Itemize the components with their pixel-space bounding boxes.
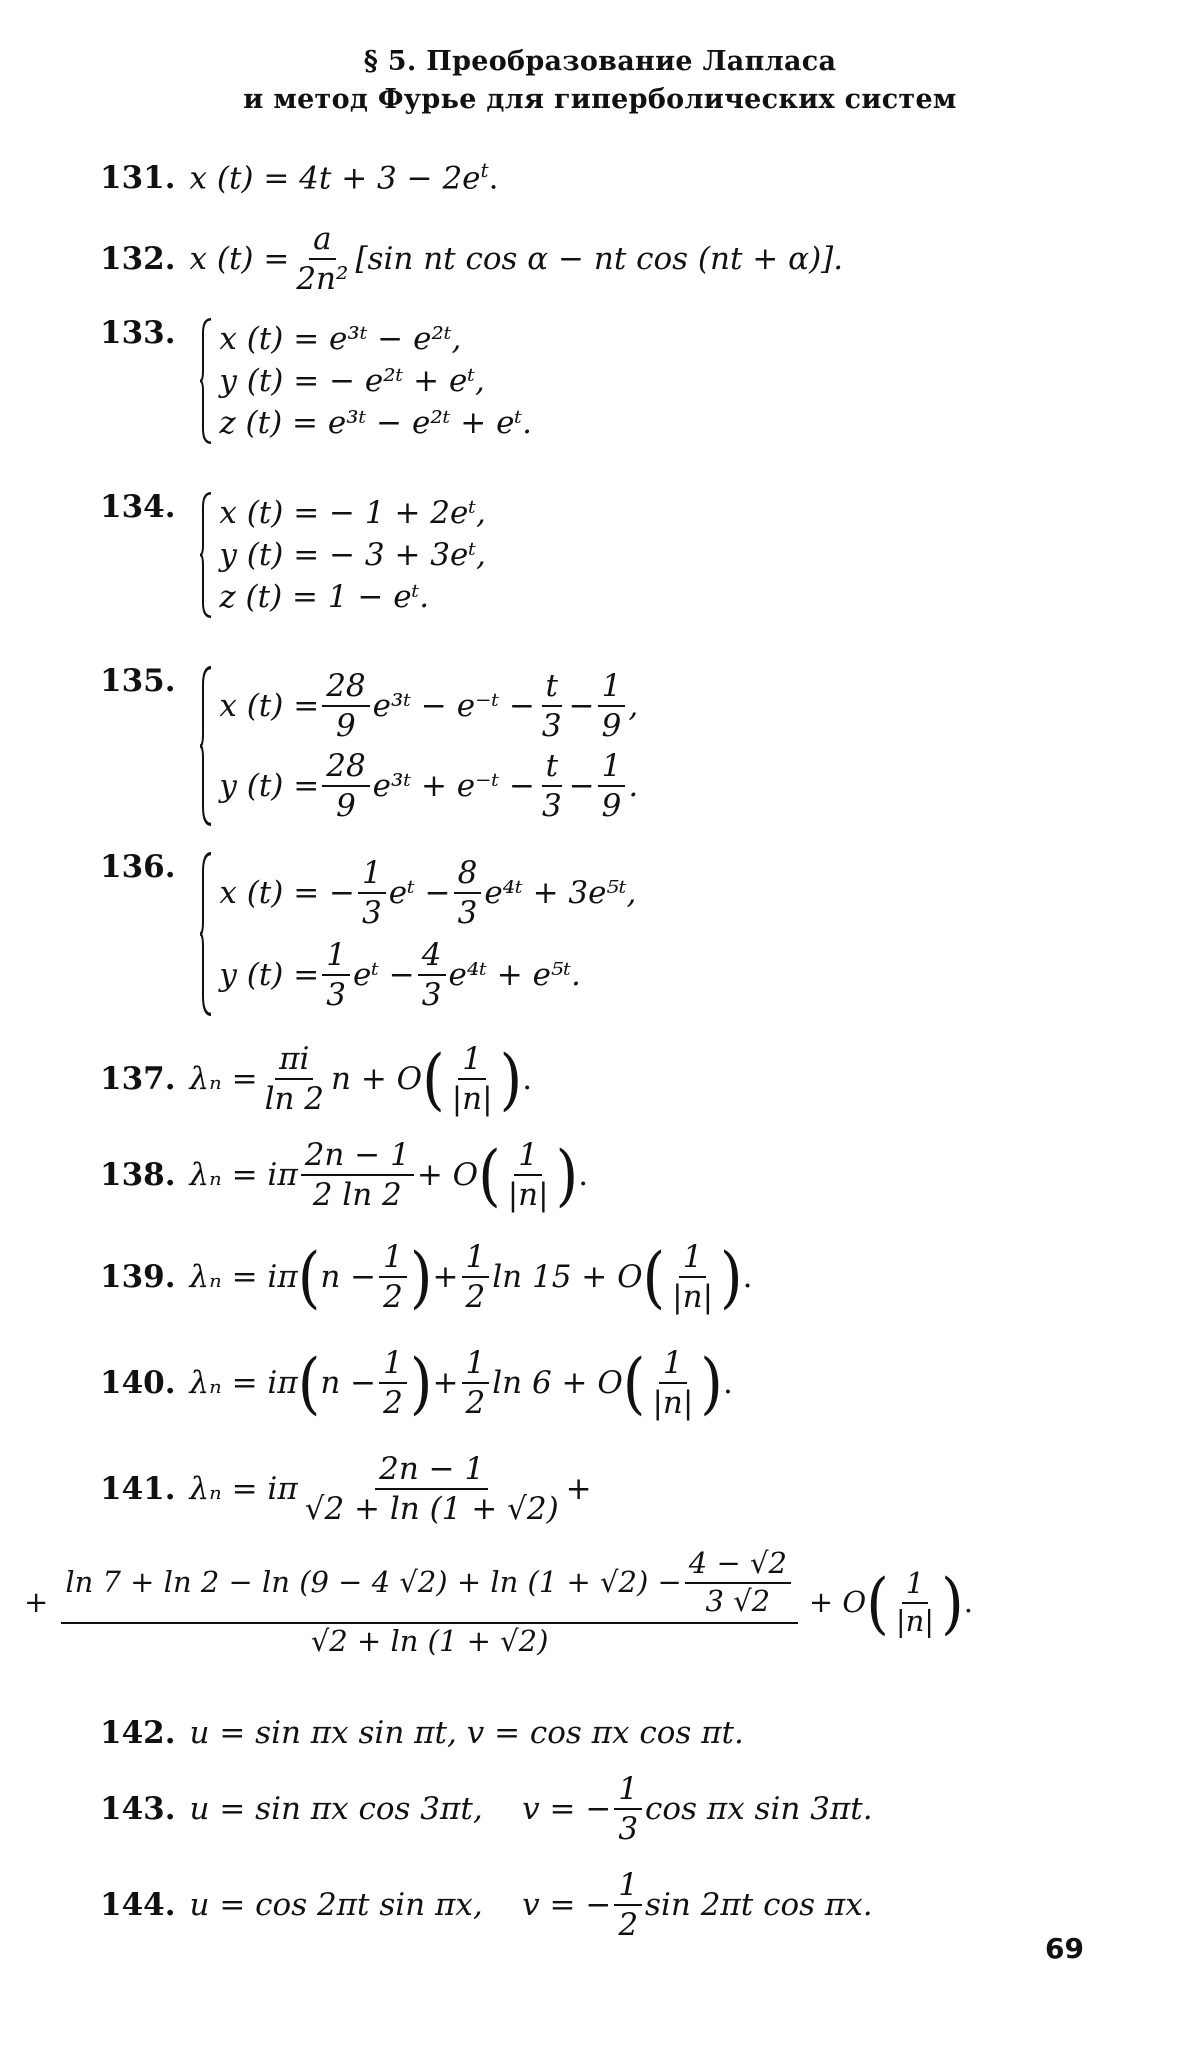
problem-135: 135. x (t) = $\frac{28}{9}$ e³ᵗ − e⁻ᵗ − $\frac{t}{3}$ − $\frac{1}{9}$ , y (t) = $\frac{28}{9}$ e³ᵗ + e⁻ᵗ − $\frac{t}{3}$ − $\frac{1}{9}$ . [100,663,639,824]
page-number: 69 [1045,1932,1084,1965]
left-brace [199,666,213,826]
equation-system: x (t) = $\frac{28}{9}$ e³ᵗ − e⁻ᵗ − $\frac{t}{3}$ − $\frac{1}{9}$ , y (t) = $\frac{28}{9}$ e³ᵗ + e⁻ᵗ − $\frac{t}{3}$ − $\frac{1}{9}$ . [199,666,638,826]
problem-140: 140. λₙ = iπ ( n − $\frac{1}{2}$ ) + $\frac{1}{2}$ ln 6 + O ( $\frac{1}{|n|}$ ) . [100,1343,733,1423]
fraction: $\frac{a}{\text{2n²}}$ [296,221,349,298]
problem-137: 137. λₙ = $\frac{\pi i}{\ln 2}$ n + O ( $\frac{1}{|n|}$ ) . [100,1039,533,1119]
equation-system: x (t) = e³ᵗ − e²ᵗ, y (t) = − e²ᵗ + eᵗ, z (t) = e³ᵗ − e²ᵗ + eᵗ. [199,318,532,444]
equation-system: x (t) = − $\frac{1}{3}$ eᵗ − $\frac{8}{3}$ e⁴ᵗ + 3e⁵ᵗ, y (t) = $\frac{1}{3}$ eᵗ − $\frac{4}{3}$ e⁴ᵗ + e⁵ᵗ. [199,852,636,1016]
problem-142: 142. u = sin πx sin πt, v = cos πx cos πt. [100,1715,744,1751]
problem-144: 144. u = cos 2πt sin πx, v = − $\frac{1}{2}$ sin 2πt cos πx. [100,1867,873,1944]
problem-134: 134. x (t) = − 1 + 2eᵗ, y (t) = − 3 + 3eᵗ, z (t) = 1 − eᵗ. [100,492,486,618]
problem-131: 131. x $(t) = 4t + 3 - 2e^t$. [100,158,499,197]
problem-133: 133. x (t) = e³ᵗ − e²ᵗ, y (t) = − e²ᵗ + eᵗ, z (t) = e³ᵗ − e²ᵗ + eᵗ. [100,318,532,444]
left-brace [199,318,213,444]
problem-141: 141. λₙ = iπ $\frac{2n - 1}{√2 + \ln (1 + √2)}$ + [100,1451,592,1528]
problem-136: 136. x (t) = − $\frac{1}{3}$ eᵗ − $\frac{8}{3}$ e⁴ᵗ + 3e⁵ᵗ, y (t) = $\frac{1}{3}$ eᵗ − $\frac{4}{3}$ e⁴ᵗ + e⁵ᵗ. [100,852,636,1016]
problem-143: 143. u = sin πx cos 3πt, v = − $\frac{1}{3}$ cos πx sin 3πt. [100,1771,873,1848]
answer-131: x (t) = 4t + 3 − 2e [189,160,481,197]
problem-132: 132. x (t) = $\frac{a}{\text{2n²}}$ [sin nt cos α − nt cos (nt + α)]. [100,221,844,298]
problem-139: 139. λₙ = iπ ( n − $\frac{1}{2}$ ) + $\frac{1}{2}$ ln 15 + O ( $\frac{1}{|n|}$ ) . [100,1237,753,1317]
section-subtitle: и метод Фурье для гиперболических систем [243,84,957,115]
equation-system: x (t) = − 1 + 2eᵗ, y (t) = − 3 + 3eᵗ, z (t) = 1 − eᵗ. [199,492,486,618]
problem-141-continuation: + ln 7 + ln 2 − ln (9 − 4 √2) + ln (1 + √2) − $\frac{4 - √2}{3 √2}$ √2 + ln (1 + √2) + O ( $\frac{1}{|n|}$ ) . [24,1546,973,1658]
left-brace [199,852,213,1016]
left-brace [199,492,213,618]
section-title: § 5. Преобразование Лапласа [363,46,837,77]
problem-138: 138. λₙ = iπ $\frac{2n - 1}{2 \ln 2}$ + O ( $\frac{1}{|n|}$ ) . [100,1135,589,1215]
